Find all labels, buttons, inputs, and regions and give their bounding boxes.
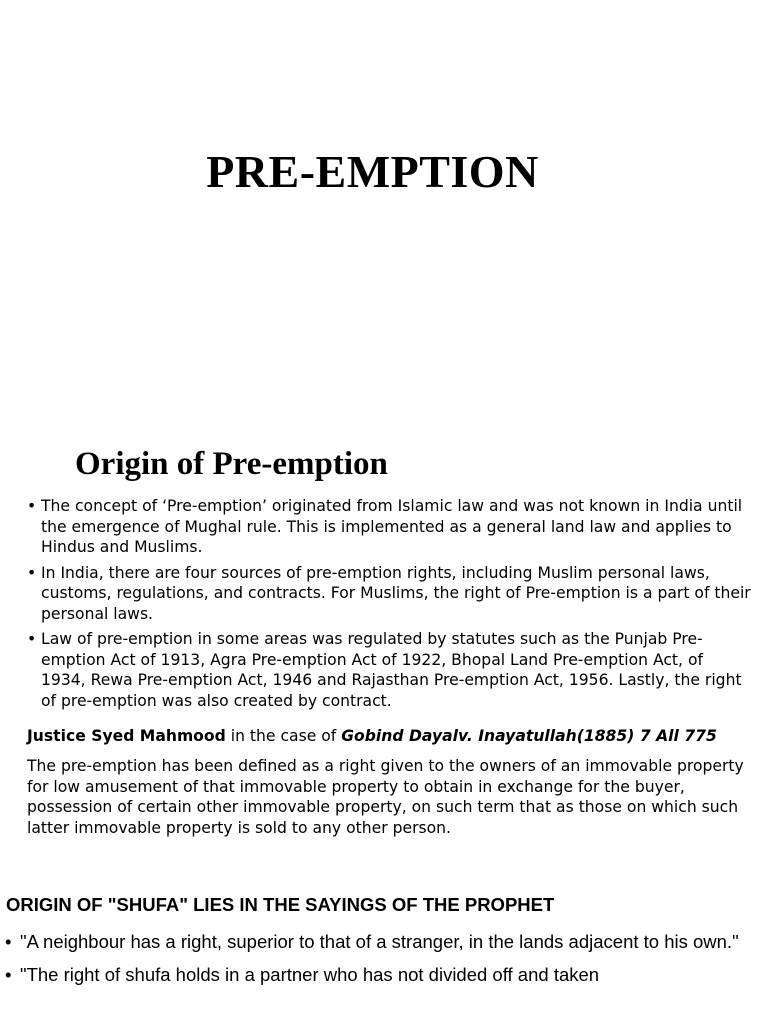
bullet-icon: • [5,931,12,952]
origin-bullet-list [27,496,752,716]
bullet-text: Law of pre-emption in some areas was regulated by statutes such as the Punjab Pre-emption Act of 1913, Agra Pre-emption Act of 1922, Bhopal Land Pre-emption Act, of 1934, Rewa Pre-emption Act, 1946 and Rajasthan Pre-emption Act, 1956. Lastly, the right of pre-emption was also created by contract. [41,630,742,710]
case-judge: Justice Syed Mahmood [27,727,226,745]
title-slide [0,0,768,420]
bullet-icon: • [27,563,37,582]
bullet-icon: • [27,497,37,515]
case-name: Gobind Dayalv. Inayatullah(1885) 7 All 775 [341,727,717,745]
list-item [5,959,745,990]
list-item [5,926,745,957]
bullet-text: "A neighbour has a right, superior to that of a stranger, in the lands adjacent to his own." [20,931,739,952]
list-item [27,629,752,711]
bullet-text: "The right of shufa holds in a partner who has not divided off and taken [20,964,600,985]
bullet-icon: • [27,630,37,648]
list-item [27,563,752,625]
case-connector: in the case of [225,727,342,745]
section-heading-origin: Origin of Pre-emption [75,446,388,482]
bullet-text: The concept of ‘Pre-emption’ originated from Islamic law and was not known in India until the emergence of Mughal rule. This is implemented as a general land law and applies to Hindus and Muslims. [41,497,743,556]
section-heading-shufa: ORIGIN OF "SHUFA" LIES IN THE SAYINGS OF THE PROPHET [6,894,555,915]
definition-paragraph: The pre-emption has been defined as a right given to the owners of an immovable property for low amusement of that immovable property to obtain in exchange for the buyer, possession of certain other immovable property, on such term that as those on which such latter immovable property is sold to any other person. [27,757,744,837]
case-citation [27,726,752,746]
list-item [27,496,752,558]
page-title: PRE-EMPTION [206,146,539,197]
bullet-icon: • [5,964,12,985]
bullet-text: In India, there are four sources of pre-emption rights, including Muslim personal laws, customs, regulations, and contracts. For Muslims, the right of Pre-emption is a part of their personal laws. [41,563,751,623]
shufa-bullet-list [5,926,745,992]
